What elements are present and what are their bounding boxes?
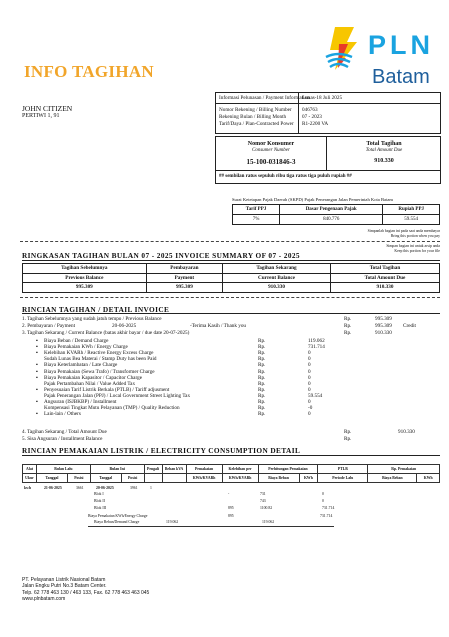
charge-item-value: 0 (308, 374, 311, 381)
charge-item-label: Biaya Pemakaian (Sewa Trafo) / Transformer Charge (44, 368, 155, 375)
detail-line-2: 2. Pembayaran / Payment (22, 323, 76, 329)
bullet-icon: ▪ (36, 344, 38, 351)
summary-title: RINGKASAN TAGIHAN BULAN 07 - 2025 INVOICE SUMMARY OF 07 - 2025 (22, 251, 300, 260)
detail-line-1-value: 995.309 (375, 316, 392, 322)
previous-balance-value: 995.309 (23, 283, 147, 293)
charge-item-value: 0 (308, 350, 311, 357)
cons-subheader: KWh (299, 474, 318, 483)
total-due-label: Total Tagihan (366, 141, 402, 147)
charge-item-label: Kompensasi Tingkat Mutu Pelayanan (TMP) / Quality Reduction (44, 405, 180, 412)
consumer-number-value: 15-100-031846-3 (246, 158, 296, 166)
cons-subheader: Tanggal (37, 474, 68, 483)
keep-note-1: Simpanlah bagian ini pada saat anda membayar (367, 229, 440, 233)
cons-header: Pemakaian (186, 465, 222, 474)
charge-item-value: 59.554 (308, 392, 323, 399)
tax-header: Rupiah PPJ (383, 205, 440, 215)
detail-line-3: 3. Tagihan Sekarang / Current Balance (batas akhir bayar / due date 20-07-2025) (22, 330, 190, 336)
billing-month-label: Rekening Bulan / Billing Month (219, 114, 287, 120)
block-label: Blok II (94, 499, 105, 503)
cons-subheader: Periode Lalu (318, 474, 368, 483)
detail-line-4: 4. Tagihan Sekarang / Total Amount Due (22, 429, 107, 435)
multiplier: 1 (150, 486, 152, 490)
keep-note-3: Simpan bagian ini untuk arsip anda (386, 244, 440, 248)
cons-header: Bulan Lalu (37, 465, 91, 474)
cons-subheader: Biaya Beban (258, 474, 299, 483)
detail-line-4-value: 910.330 (398, 429, 415, 435)
billing-number-label: Nomor Rekening / Billing Number (219, 107, 292, 113)
logo-pln-text: PLN (368, 30, 434, 60)
cons-subheader: Posisi (121, 474, 144, 483)
tariff-label: Tarif/Daya / Plan-Contracted Power (219, 121, 294, 127)
demand-charge-value-2: 119.062 (262, 520, 275, 524)
billing-month-value: 07 - 2023 (302, 114, 322, 120)
bullet-icon: ▪ (36, 411, 38, 418)
cons-subheader: KWh/KVARh (222, 474, 258, 483)
tax-base: 840.776 (280, 215, 383, 225)
charge-item-rp: Rp. (258, 368, 266, 375)
charge-item-rp: Rp. (258, 386, 266, 393)
tax-amount: 59.554 (383, 215, 440, 225)
charge-item-rp: Rp. (258, 362, 266, 369)
summary-subheader: Current Balance (223, 273, 331, 283)
payment-info-box (215, 92, 441, 134)
charge-item-label: Biaya Pemakaian KWh / Energy Charge (44, 344, 128, 351)
pln-batam-logo (318, 24, 444, 90)
charge-item-value: 0 (308, 368, 311, 375)
summary-header: Tagihan Sebelumnya (23, 264, 147, 274)
lightning-bolt-icon (318, 24, 368, 74)
total-due-value: 910.330 (374, 158, 394, 164)
charge-item-label: Pajak Pertambahan Nilai / Value Added Tax (44, 380, 136, 387)
tax-rate: 7% (233, 215, 280, 225)
cons-subheader: Posisi (67, 474, 90, 483)
bullet-icon: ▪ (36, 362, 38, 369)
consumer-number-label: Nomor Konsumer (247, 141, 295, 147)
block-calc: 731 (260, 492, 266, 496)
charge-item-value: 0 (308, 386, 311, 393)
bullet-icon: ▪ (36, 350, 38, 357)
tariff-value: R1-2200 VA (302, 121, 329, 127)
detail-line-5: 5. Sisa Angsuran / Installment Balance (22, 436, 103, 442)
bullet-icon: ▪ (36, 368, 38, 375)
block-label: Blok I (94, 492, 104, 496)
bullet-icon: ▪ (36, 386, 38, 393)
charge-item-label: Sudah Lunas Bea Materai / Stamp Duty has been Paid (44, 356, 157, 363)
keep-note-4: Keep this portion for your file (394, 249, 440, 253)
cons-header: Perhitungan Pemakaian (258, 465, 318, 474)
demand-charge-value: 119.062 (166, 520, 179, 524)
payment-status: Lunas-18 Juli 2025 (302, 95, 343, 101)
footer-address (22, 577, 149, 603)
charge-item-value: 0 (308, 362, 311, 369)
company-name: PT. Pelayanan Listrik Nasional Batam (22, 577, 106, 583)
payment-date: 20-06-2025 (112, 323, 137, 329)
charge-item-label: Pajak Penerangan Jalan (PPJ) / Local Government Street Lighting Tax (44, 392, 191, 399)
total-amount-value: 910.330 (330, 283, 439, 293)
charge-item-rp: Rp. (258, 380, 266, 387)
customer-address: PERTIWI 1, 91 (22, 113, 60, 119)
summary-underline (22, 260, 440, 261)
block-kwh: - (228, 492, 230, 496)
charge-item-rp: Rp. (258, 338, 266, 344)
previous-read-date: 21-06-2025 (44, 486, 62, 490)
amount-in-words: ## sembilan ratus sepuluh ribu tiga ratus tiga puluh rupiah ## (219, 174, 352, 179)
charge-item-label: Biaya Keterlambatan / Late Charge (44, 362, 118, 369)
charge-item-rp: Rp. (258, 350, 266, 357)
consumption-table-header (22, 464, 440, 483)
detail-rp: Rp. (344, 323, 352, 329)
current-read-date: 20-06-2025 (96, 486, 114, 490)
block-amount: 0 (322, 492, 324, 496)
charge-item-value: -0 (308, 405, 313, 412)
detail-title: RINCIAN TAGIHAN / DETAIL INVOICE (22, 305, 170, 314)
summary-header: Tagihan Sekarang (223, 264, 331, 274)
detail-line-2-value: 995.309 (375, 323, 392, 329)
charge-item-rp: Rp. (258, 392, 266, 399)
cons-subheader: KWh (417, 474, 440, 483)
charge-item-label: Biaya Pemakaian Kapasitor / Capacitor Charge (44, 374, 143, 381)
bullet-icon: ▪ (36, 399, 38, 405)
detail-rp: Rp. (344, 316, 352, 322)
charge-item-value: 0 (308, 356, 311, 363)
block-amount: 731.714 (322, 506, 335, 510)
summary-header: Total Tagihan (330, 264, 439, 274)
page-title: INFO TAGIHAN (24, 62, 155, 81)
cons-header: Pengali (144, 465, 162, 474)
block-amount: 0 (322, 499, 324, 503)
cons-header: Beban kVA (162, 465, 186, 474)
charge-item-value: 119.062 (308, 338, 325, 344)
block-calc: 1100.82 (260, 506, 273, 510)
detail-line-3-value: 910.330 (375, 330, 392, 336)
previous-read-position: 3661 (76, 486, 84, 490)
billing-number-value: 046763 (302, 107, 318, 113)
section-divider (20, 297, 440, 298)
summary-table (22, 263, 440, 293)
block-kwh: 895 (228, 506, 234, 510)
charge-item-value: 0 (308, 411, 311, 418)
detail-rp: Rp. (344, 429, 352, 435)
bullet-icon: ▪ (36, 374, 38, 381)
meter-type: kwh (24, 486, 31, 490)
energy-charge-amount: 731.714 (320, 514, 333, 518)
charge-item-label: Angsuran (ISJBKBP) / Installment (44, 399, 117, 405)
summary-header: Pembayaran (146, 264, 222, 274)
keep-note-2: Bring this portion when you pay (390, 234, 440, 238)
cons-subheader: Biaya Beban (368, 474, 417, 483)
cons-header: Rp. Pemakaian (368, 465, 440, 474)
charge-item-label: Lain-lain / Others (44, 411, 81, 418)
detail-rp: Rp. (344, 436, 352, 442)
summary-subheader: Total Amount Due (330, 273, 439, 283)
demand-charge-label: Biaya Beban/Demand Charge (94, 520, 140, 524)
total-due-sublabel: Total Amount Due (365, 148, 403, 153)
thank-you-note: -Terima Kasih / Thank you (190, 323, 247, 329)
charge-item-rp: Rp. (258, 399, 266, 405)
payment-value: 995.309 (146, 283, 222, 293)
detail-line-1: 1. Tagihan Sebelumnya yang sudah jatuh tempo / Previous Balance (22, 316, 162, 322)
charge-item-label: Biaya Beban / Demand Charge (44, 338, 109, 344)
company-website[interactable]: www.plnbatam.com (22, 596, 66, 603)
cons-header: Bulan Ini (90, 465, 144, 474)
cons-subheader: Tanggal (90, 474, 121, 483)
company-phone: Telp. 62 778 463 130 / 463 133, Fax. 62 778 463 463 045 (22, 589, 150, 596)
tax-table (232, 204, 440, 225)
current-balance-value: 910.330 (223, 283, 331, 293)
charge-item-rp: Rp. (258, 344, 266, 351)
consumption-underline (22, 455, 440, 456)
bullet-icon: ▪ (36, 338, 38, 344)
cons-subheader: KWh/KVARh (186, 474, 222, 483)
block-label: Blok III (94, 506, 107, 510)
tax-header: Tarif PPJ (233, 205, 280, 215)
tear-line (20, 241, 440, 242)
summary-subheader: Payment (146, 273, 222, 283)
consumption-table-bottom-line (88, 526, 334, 527)
payment-info-heading: Informasi Pelunasan / Payment Information (219, 95, 310, 101)
summary-subheader: Previous Balance (23, 273, 147, 283)
charge-item-value: 0 (308, 399, 311, 405)
energy-charge-label: Biaya Pemakaian KWh/Energy Charge (88, 514, 148, 518)
consumer-total-box (215, 136, 441, 184)
credit-label: Credit (403, 323, 416, 329)
detail-underline (22, 313, 440, 314)
current-read-position: 3961 (130, 486, 138, 490)
company-street: Jalan Engku Putri No.3 Batam Center. (22, 583, 107, 590)
charge-item-rp: Rp. (258, 356, 266, 363)
detail-rp: Rp. (344, 330, 352, 336)
charge-item-label: Kelebihan KVARh / Reactive Energy Excess Charge (44, 350, 154, 357)
tax-header: Dasar Pengenaan Pajak (280, 205, 383, 215)
cons-subheader: Ukur (23, 474, 37, 483)
customer-name: JOHN CITIZEN (22, 104, 73, 113)
charge-item-rp: Rp. (258, 374, 266, 381)
cons-header: Alat (23, 465, 37, 474)
tax-note: Surat Ketetapan Pajak Daerah (SKPD) Pajak Penerangan Jalan Pemerintah Kota Batam (232, 197, 393, 202)
energy-charge-kwh: 895 (228, 514, 234, 518)
cons-header: PTLB (318, 465, 368, 474)
consumer-number-sublabel: Consumer Number (252, 148, 290, 153)
consumption-title: RINCIAN PEMAKAIAN LISTRIK / ELECTRICITY CONSUMPTION DETAIL (22, 446, 301, 455)
charge-item-rp: Rp. (258, 405, 266, 412)
charge-item-label: Penyesuaian Tarif Listrik Berkala (PTLB) / Tariff adjusment (44, 386, 170, 393)
cons-header: Kelebihan per (222, 465, 258, 474)
charge-item-value: 731.714 (308, 344, 325, 351)
charge-item-value: 0 (308, 380, 311, 387)
charge-item-rp: Rp. (258, 411, 266, 418)
logo-batam-text: Batam (372, 66, 430, 88)
block-calc: 743 (260, 499, 266, 503)
